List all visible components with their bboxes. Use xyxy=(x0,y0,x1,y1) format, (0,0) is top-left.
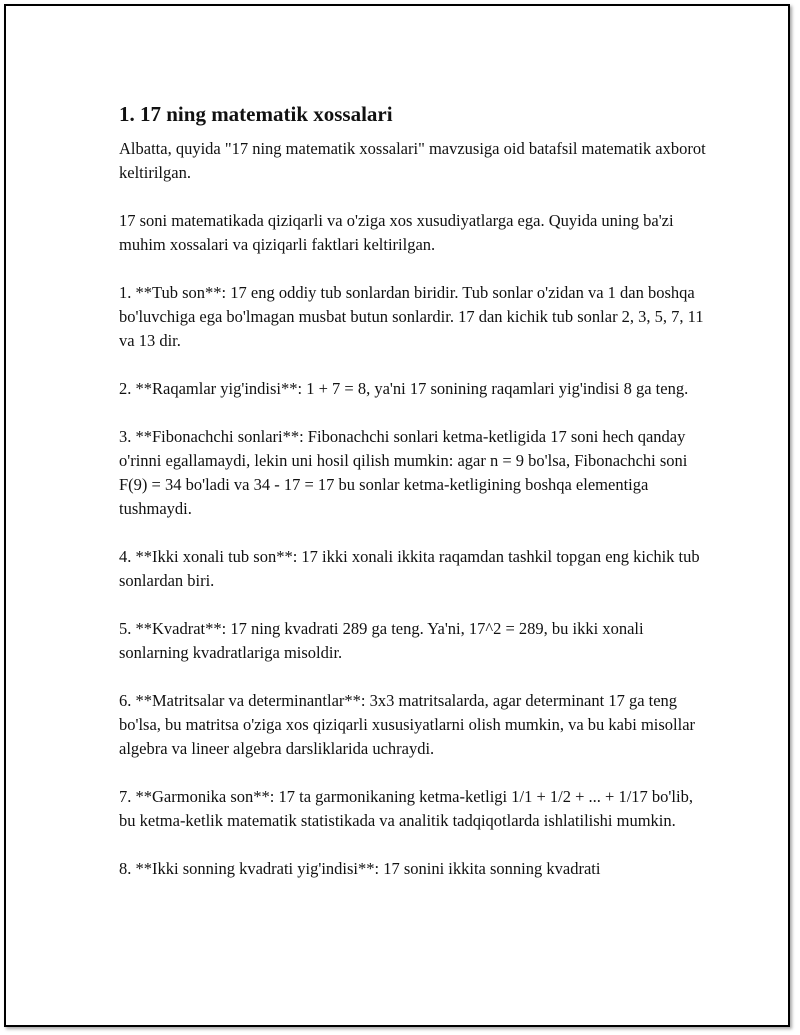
document-title: 1. 17 ning matematik xossalari xyxy=(119,102,393,126)
list-item-two-digit-prime: 4. **Ikki xonali tub son**: 17 ikki xonali ikkita raqamdan tashkil topgan eng kichik tub sonlardan biri. xyxy=(119,547,700,590)
list-item-fibonacci: 3. **Fibonachchi sonlari**: Fibonachchi sonlari ketma-ketligida 17 soni hech qanday o'rinni egallamaydi, lekin uni hosil qilish mumkin: agar n = 9 bo'lsa, Fibonachchi soni F(9) = 34 bo'ladi va 34 - 17 = 17 bu sonlar ketma-ketligining boshqa elementiga tushmaydi. xyxy=(119,427,688,518)
intro-paragraph: Albatta, quyida "17 ning matematik xossalari" mavzusiga oid batafsil matematik axborot keltirilgan. xyxy=(119,139,706,182)
list-item-matrices: 6. **Matritsalar va determinantlar**: 3x3 matritsalarda, agar determinant 17 ga teng bo'lsa, bu matritsa o'ziga xos qiziqarli xususiyatlarni olish mumkin, va bu kabi misollar algebra va lineer algebra darsliklarida uchraydi. xyxy=(119,691,696,758)
list-item-harmonic: 7. **Garmonika son**: 17 ta garmonikaning ketma-ketligi 1/1 + 1/2 + ... + 1/17 bo'lib, bu ketma-ketlik matematik statistikada va analitik tadqiqotlarda ishlatilishi mumkin. xyxy=(119,787,693,830)
document-page xyxy=(4,4,790,1027)
list-item-sum-of-squares: 8. **Ikki sonning kvadrati yig'indisi**: 17 sonini ikkita sonning kvadrati xyxy=(119,859,601,878)
document-content xyxy=(119,101,709,905)
overview-paragraph: 17 soni matematikada qiziqarli va o'ziga xos xusudiyatlarga ega. Quyida uning ba'zi muhim xossalari va qiziqarli faktlari keltirilgan. xyxy=(119,211,674,254)
list-item-prime: 1. **Tub son**: 17 eng oddiy tub sonlardan biridir. Tub sonlar o'zidan va 1 dan boshqa bo'luvchiga ega bo'lmagan musbat butun sonlardir. 17 dan kichik tub sonlar 2, 3, 5, 7, 11 va 13 dir. xyxy=(119,283,704,350)
list-item-digit-sum: 2. **Raqamlar yig'indisi**: 1 + 7 = 8, ya'ni 17 sonining raqamlari yig'indisi 8 ga teng. xyxy=(119,379,689,398)
list-item-square: 5. **Kvadrat**: 17 ning kvadrati 289 ga teng. Ya'ni, 17^2 = 289, bu ikki xonali sonlarning kvadratlariga misoldir. xyxy=(119,619,644,662)
